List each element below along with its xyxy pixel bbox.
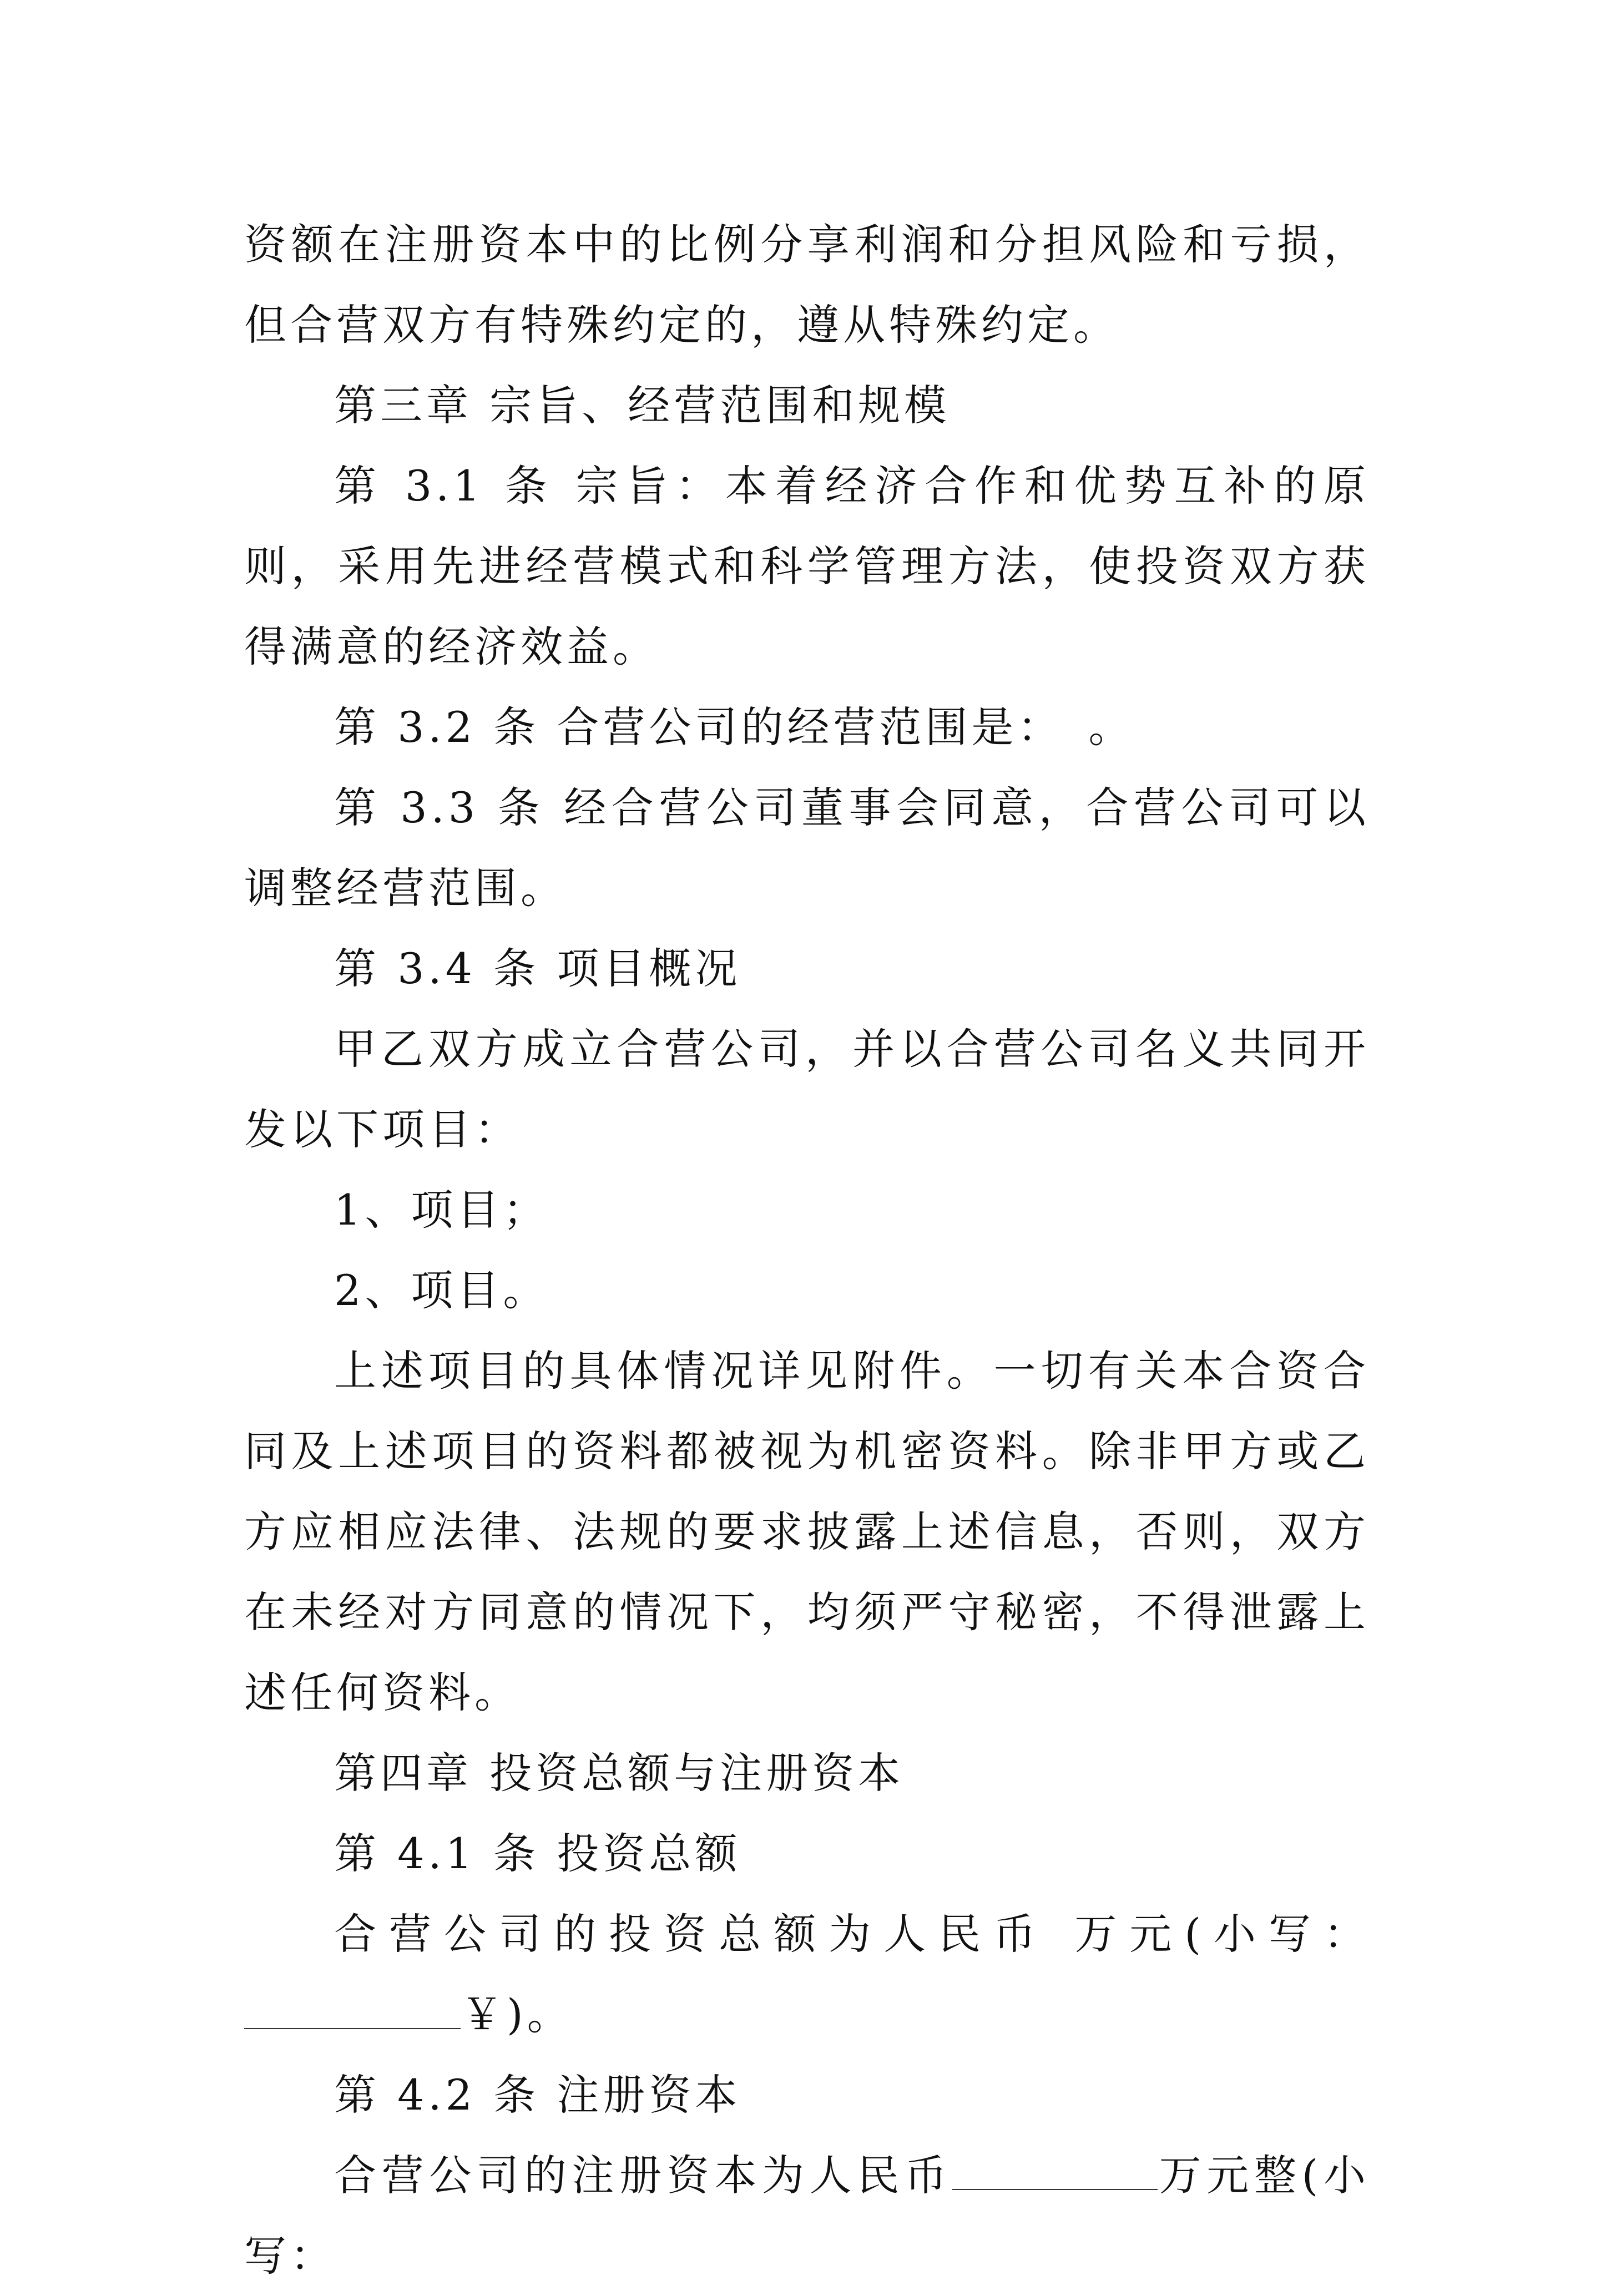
article-3-3-label: 第 3.3 条 bbox=[334, 783, 546, 832]
article-4-1-text bbox=[244, 1894, 1370, 2055]
chapter-4-title: 第四章 投资总额与注册资本 bbox=[334, 1748, 905, 1798]
chapter-3-title: 第三章 宗旨、经营范围和规模 bbox=[334, 381, 951, 430]
article-4-1-text-before: 合营公司的投资总额为人民币 万元(小写： bbox=[334, 1909, 1370, 1959]
registered-capital-blank-line bbox=[952, 2153, 1158, 2190]
paragraph-intro: 资额在注册资本中的比例分享利润和分担风险和亏损，但合营双方有特殊约定的，遵从特殊约定。 bbox=[244, 220, 1370, 350]
article-3-1 bbox=[244, 446, 1370, 687]
article-4-2-text-after: 万元整(小写： bbox=[244, 2151, 1370, 2280]
list-item-1: 1、项目； bbox=[334, 1185, 549, 1235]
document-body bbox=[244, 204, 1370, 2296]
article-3-4-title: 第 3.4 条 项目概况 bbox=[334, 944, 741, 993]
confidentiality-paragraph: 上述项目的具体情况详见附件。一切有关本合资合同及上述项目的资料都被视为机密资料。除非甲方或乙方应相应法律、法规的要求披露上述信息，否则，双方在未经对方同意的情况下，均须严守秘密，不得泄露上述任何资料。 bbox=[244, 1346, 1370, 1717]
article-3-4-text: 甲乙双方成立合营公司，并以合营公司名义共同开发以下项目： bbox=[244, 1024, 1370, 1154]
article-3-1-label: 第 3.1 条 宗旨： bbox=[334, 461, 726, 510]
article-3-2-end: 。 bbox=[1042, 702, 1135, 752]
article-3-3-text: 经合营公司董事会同意，合营公司可以调整经营范围。 bbox=[244, 783, 1370, 913]
article-4-2-text bbox=[244, 2135, 1370, 2296]
list-item-2: 2、项目。 bbox=[334, 1266, 549, 1315]
article-4-1-text-after: ￥)。 bbox=[461, 1990, 573, 2039]
amount-blank-line bbox=[244, 1992, 461, 2029]
article-3-3 bbox=[244, 767, 1370, 928]
article-4-1-title: 第 4.1 条 投资总额 bbox=[334, 1829, 741, 1878]
article-4-2-text-before: 合营公司的注册资本为人民币 bbox=[334, 2151, 952, 2200]
article-4-2-title: 第 4.2 条 注册资本 bbox=[334, 2070, 741, 2120]
article-3-2 bbox=[244, 687, 1370, 767]
article-3-2-label: 第 3.2 条 合营公司的经营范围是： bbox=[334, 702, 1043, 752]
article-3-1-text: 本着经济合作和优势互补的原则，采用先进经营模式和科学管理方法，使投资双方获得满意的经济效益。 bbox=[244, 461, 1370, 671]
